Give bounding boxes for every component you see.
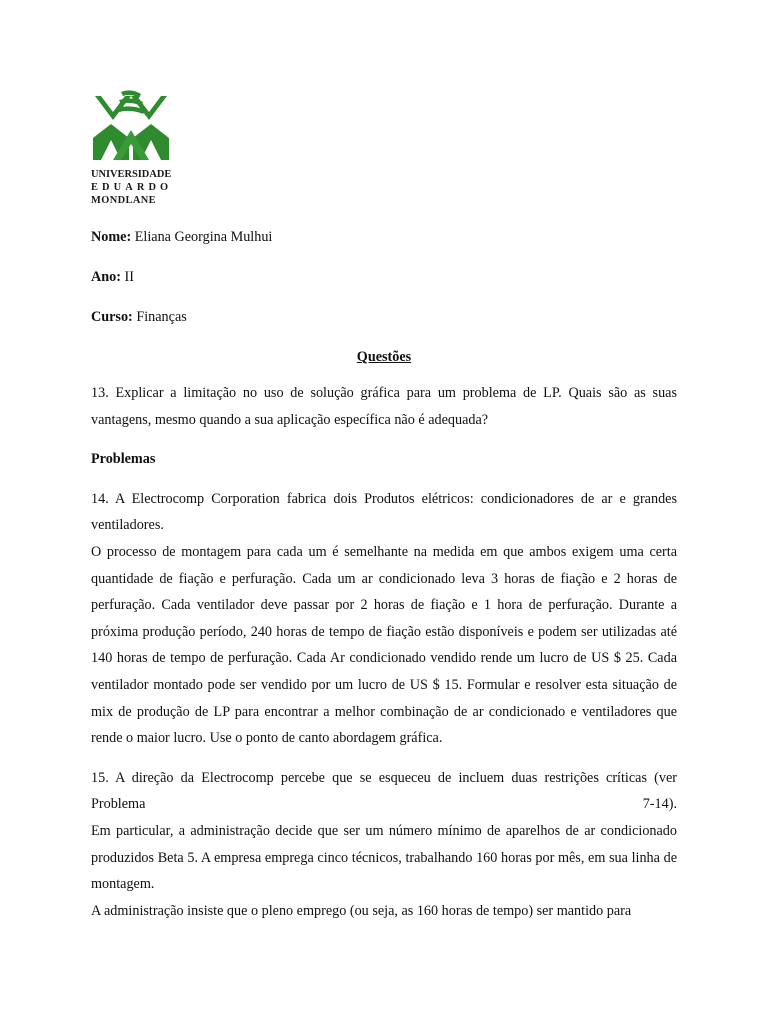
year-value: II xyxy=(120,269,134,285)
question-13: 13. Explicar a limitação no uso de solução gráfica para um problema de LP. Quais são as suas vantagens, mesmo quando a sua aplicação específica não é adequada? xyxy=(91,385,677,428)
question-15-line-3: A administração insiste que o pleno emprego (ou seja, as 160 horas de tempo) ser mantido para xyxy=(91,902,632,919)
question-15-line-2: Em particular, a administração decide que ser um número mínimo de aparelhos de ar condicionado produzidos Beta 5. A empresa emprega cinco técnicos, trabalhando 160 horas por mês, em sua linha de montagem. xyxy=(91,822,677,893)
problems-heading: Problemas xyxy=(91,451,156,468)
university-logo xyxy=(91,90,175,207)
question-14-body: O processo de montagem para cada um é semelhante na medida em que ambos exigem uma certa quantidade de fiação e perfuração. Cada um ar condicionado leva 3 horas de fiação e 2 horas de perfuração. Cada ventilador deve passar por 2 horas de fiação e 1 hora de perfuração. Durante a próxima produção período, 240 horas de tempo de fiação estão disponíveis e podem ser utilizadas até 140 horas de tempo de perfuração. Cada Ar condicionado vendido rende um lucro de US $ 25. Cada ventilador montado pode ser vendido por um lucro de US $ 15. Formular e resolver esta situação de mix de produção de LP para encontrar a melhor combinação de ar condicionado e ventiladores que rende o maior lucro. Use o ponto de canto abordagem gráfica. xyxy=(91,543,677,747)
student-name-field xyxy=(91,227,677,247)
name-value: Eliana Georgina Mulhui xyxy=(131,229,273,245)
logo-line-3: MONDLANE xyxy=(91,195,156,206)
year-label: Ano: xyxy=(91,269,121,285)
question-15-line-1: 15. A direção da Electrocomp percebe que se esqueceu de incluem duas restrições críticas (ver Problema 7-14). xyxy=(91,769,677,813)
course-label: Curso: xyxy=(91,309,133,325)
course-value: Finanças xyxy=(132,309,187,325)
student-course-field xyxy=(91,307,677,327)
logo-line-2: EDUARDO xyxy=(91,182,173,193)
logo-line-1: UNIVERSIDADE xyxy=(91,169,172,180)
question-14-intro: 14. A Electrocomp Corporation fabrica dois Produtos elétricos: condicionadores de ar e grandes ventiladores. xyxy=(91,490,677,534)
section-heading: Questões xyxy=(356,349,412,365)
student-year-field xyxy=(91,267,677,287)
name-label: Nome: xyxy=(91,229,132,245)
document-page xyxy=(91,90,677,924)
university-name xyxy=(91,168,175,207)
uem-emblem-icon xyxy=(91,90,171,166)
